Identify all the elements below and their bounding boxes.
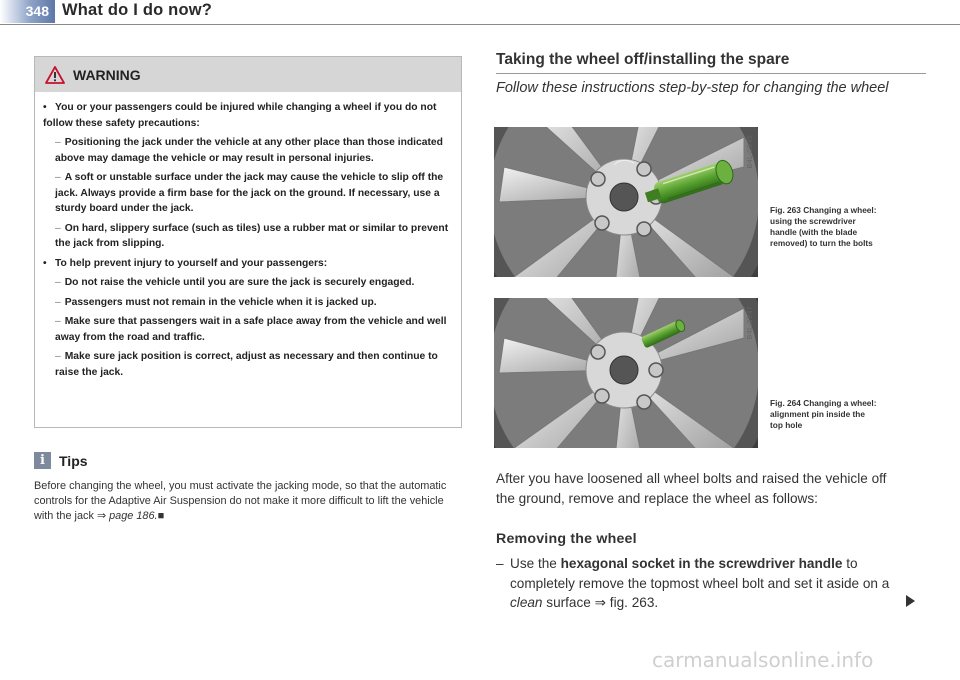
section-title: Taking the wheel off/installing the spare xyxy=(496,51,926,74)
removing-wheel-heading: Removing the wheel xyxy=(496,531,637,547)
page-reference-link[interactable]: page 186. xyxy=(109,510,158,523)
warning-subitem-text: Make sure that passengers wait in a safe place away from the vehicle and well away from the road and traffic. xyxy=(55,316,447,343)
wheel-alignment-pin-illustration xyxy=(494,298,758,448)
warning-body xyxy=(35,92,461,380)
step-text: Use the xyxy=(510,556,561,571)
tips-section xyxy=(34,452,464,525)
info-icon: i xyxy=(34,452,51,469)
page-number: 348 xyxy=(0,0,55,23)
figure-code: B4L-0947 xyxy=(746,306,754,340)
step-emphasis: hexagonal socket in the screwdriver handle xyxy=(560,556,843,571)
warning-bullet-text: You or your passengers could be injured while changing a wheel if you do not follow these safety precautions: xyxy=(43,102,437,129)
warning-subitem: – On hard, slippery surface (such as tiles) use a rubber mat or similar to prevent the jack from slipping. xyxy=(55,222,449,249)
section-subtitle: Follow these instructions step-by-step for changing the wheel xyxy=(496,80,889,96)
page-title: What do I do now? xyxy=(62,1,213,19)
step-italic: clean xyxy=(510,595,543,610)
warning-bullet-text: To help prevent injury to yourself and your passengers: xyxy=(55,257,328,269)
warning-subitem-text: Passengers must not remain in the vehicle when it is jacked up. xyxy=(64,296,377,308)
warning-subitem-text: Positioning the jack under the vehicle at any other place than those indicated above may damage the vehicle or may result in personal injuries. xyxy=(55,137,443,164)
warning-subitem-text: On hard, slippery surface (such as tiles) use a rubber mat or similar to prevent the jack from slipping. xyxy=(55,222,449,249)
tips-title: Tips xyxy=(59,452,88,469)
tips-body: Before changing the wheel, you must activate the jacking mode, so that the automatic controls for the Adaptive Air Suspension do not make it more difficult to lift the vehicle with the jack ⇒ xyxy=(34,480,447,523)
tips-text xyxy=(34,479,464,525)
removal-step xyxy=(496,554,896,613)
figure-263-image xyxy=(494,127,758,277)
warning-subitem: – Do not raise the vehicle until you are sure the jack is securely engaged. xyxy=(55,277,415,288)
warning-subitem: – Positioning the jack under the vehicle at any other place than those indicated above may damage the vehicle or may result in personal injuries. xyxy=(55,137,443,164)
wheel-with-screwdriver-illustration xyxy=(494,127,758,277)
tips-header xyxy=(34,452,464,469)
warning-subitem: – A soft or unstable surface under the jack may cause the vehicle to slip off the jack. Always provide a firm base for the jack on the ground. If necessary, use a sturdy board under the jack. xyxy=(55,172,444,214)
header-divider xyxy=(0,24,960,25)
step-text: surface ⇒ fig. 263. xyxy=(542,595,659,610)
warning-triangle-icon xyxy=(45,66,65,84)
warning-title: WARNING xyxy=(73,66,141,83)
warning-box xyxy=(34,56,462,428)
warning-bullet: • To help prevent injury to yourself and your passengers: xyxy=(43,257,328,269)
figure-264-image xyxy=(494,298,758,448)
warning-subitem-text: A soft or unstable surface under the jack may cause the vehicle to slip off the jack. Always provide a firm base for the jack on the ground. If necessary, use a sturdy board under the jack. xyxy=(55,172,444,214)
warning-subitem-text: Make sure jack position is correct, adjust as necessary and then continue to raise the jack. xyxy=(55,351,438,378)
continue-arrow-icon xyxy=(906,595,915,607)
warning-subitem: – Passengers must not remain in the vehicle when it is jacked up. xyxy=(55,296,377,308)
watermark: carmanualsonline.info xyxy=(652,648,874,672)
step-dash: – xyxy=(496,556,504,571)
figure-263-caption: Fig. 263 Changing a wheel: using the screwdriver handle (with the blade removed) to turn the bolts xyxy=(770,205,877,248)
step-text: to completely remove the topmost wheel bolt and set it aside on a xyxy=(510,556,890,591)
warning-subitem: – Make sure that passengers wait in a safe place away from the vehicle and well away from the road and traffic. xyxy=(55,316,447,343)
warning-subitem: – Make sure jack position is correct, adjust as necessary and then continue to raise the jack. xyxy=(55,351,438,378)
figure-264-caption: Fig. 264 Changing a wheel: alignment pin inside the top hole xyxy=(770,398,877,430)
end-mark-icon: ■ xyxy=(157,510,165,523)
intro-paragraph: After you have loosened all wheel bolts and raised the vehicle off the ground, remove and replace the wheel as follows: xyxy=(496,471,887,506)
warning-subitem-text: Do not raise the vehicle until you are sure the jack is securely engaged. xyxy=(64,277,415,288)
figure-code: B4L-0945 xyxy=(746,135,754,169)
warning-header xyxy=(35,57,461,92)
step-content xyxy=(496,554,896,613)
warning-bullet: • You or your passengers could be injured while changing a wheel if you do not follow these safety precautions: xyxy=(43,102,437,129)
